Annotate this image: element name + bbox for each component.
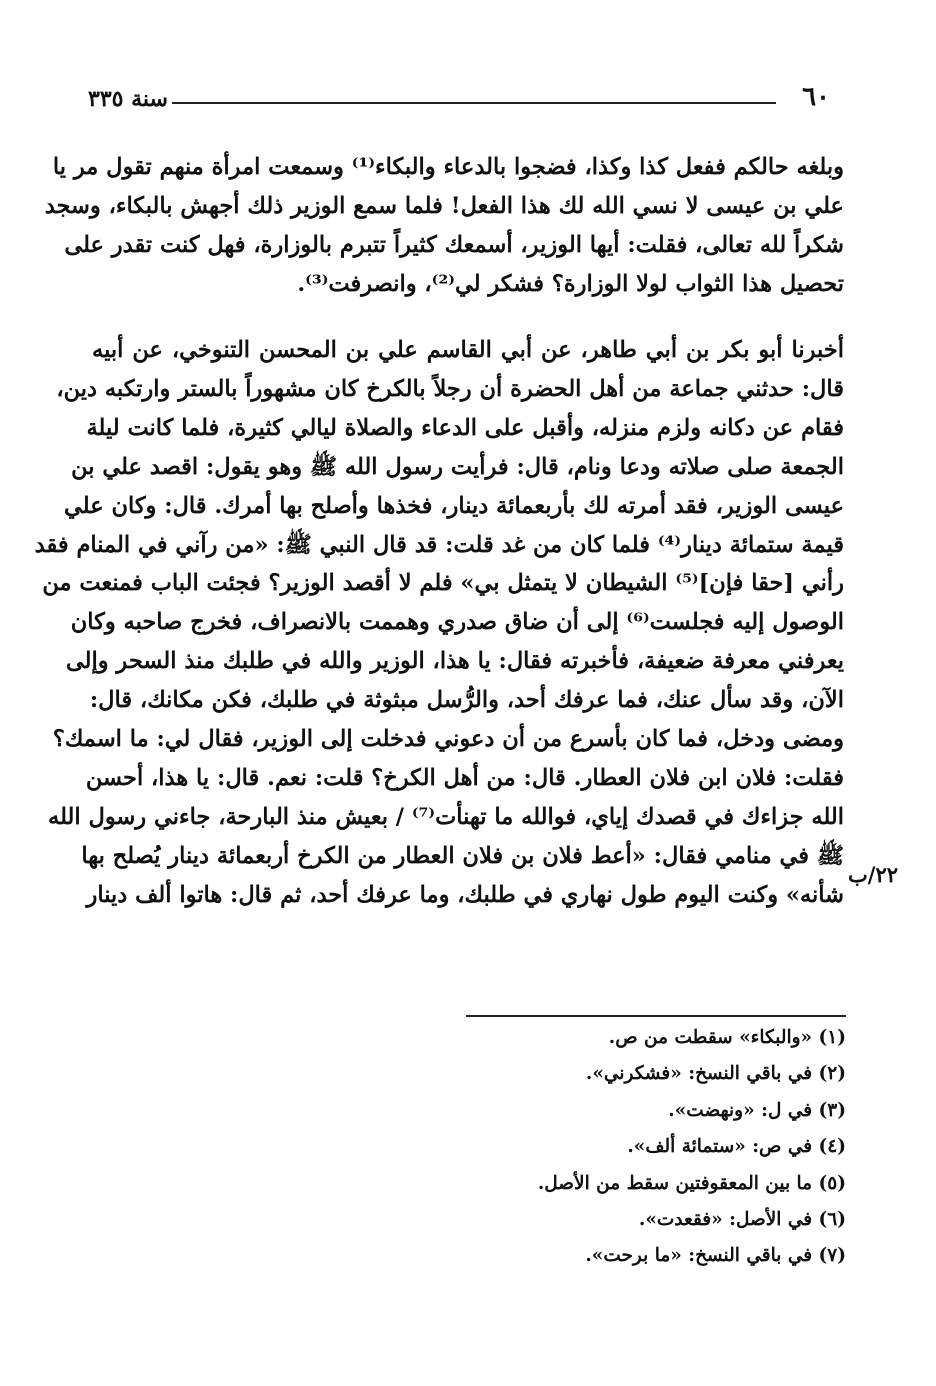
text-line: شكراً لله تعالى، فقلت: أيها الوزير، أسمعك كثيراً تتبرم بالوزارة، فهل كنت تقدر على bbox=[64, 231, 844, 258]
header-rule bbox=[172, 102, 776, 104]
text-line: علي بن عيسى لا نسي الله لك هذا الفعل! فلما سمع الوزير ذلك أجهش بالبكاء، وسجد bbox=[44, 192, 844, 219]
text-line: ومضى ودخل، فما كان بأسرع من أن دعوني فدخلت إلى الوزير، فقال لي: ما اسمك؟ bbox=[52, 726, 844, 753]
footnote: (٤) في ص: «ستمائة ألف». bbox=[627, 1136, 846, 1158]
text-line: قال: حدثني جماعة من أهل الحضرة أن رجلاً بالكرخ كان مشهوراً بالستر وارتكبه دين، bbox=[56, 375, 844, 402]
text-line: ﷺ في منامي فقال: «أعط فلان بن فلان العطار من الكرخ أربعمائة دينار يُصلح بها bbox=[81, 842, 844, 869]
text-line: قيمة ستمائة دينار⁽⁴⁾ فلما كان من غد قلت: قد قال النبي ﷺ: «من رآني في المنام فقد bbox=[34, 531, 844, 558]
footnotes bbox=[300, 1020, 846, 1275]
text-line: الوصول إليه فجلست⁽⁶⁾ إلى أن ضاق صدري وهممت بالانصراف، فخرج صاحبه وكان bbox=[70, 609, 844, 636]
text-line: وبلغه حالكم ففعل كذا وكذا، فضجوا بالدعاء والبكاء⁽¹⁾ وسمعت امرأة منهم تقول مر يا bbox=[52, 154, 844, 180]
paragraph-1 bbox=[44, 148, 844, 304]
text-line: فقام عن دكانه ولزم منزله، وأقبل على الدعاء والصلاة ليالي كثيرة، فلما كانت ليلة bbox=[86, 414, 844, 441]
text-line: شأنه» وكنت اليوم طول نهاري في طلبك، وما عرفك أحد، ثم قال: هاتوا ألف دينار bbox=[86, 881, 844, 908]
text-line: الله جزاءك في قصدك إياي، فوالله ما تهنأت⁽⁷⁾ / بعيش منذ البارحة، جاءني رسول الله bbox=[48, 803, 844, 830]
text-line: يعرفني معرفة ضعيفة، فأخبرته فقال: يا هذا، الوزير والله في طلبك منذ السحر وإلى bbox=[65, 648, 844, 675]
text-line: رأني [حقا فإن]⁽⁵⁾ الشيطان لا يتمثل بي» فلم لا أقصد الوزير؟ فجئت الباب فمنعت من bbox=[42, 570, 844, 597]
page-number: ٦٠ bbox=[802, 82, 830, 112]
footnote: (٧) في باقي النسخ: «ما برحت». bbox=[585, 1245, 846, 1267]
margin-folio-note: ٢٢/ب bbox=[848, 862, 899, 887]
text-line: فقلت: فلان ابن فلان العطار. قال: من أهل الكرخ؟ قلت: نعم. قال: يا هذا، أحسن bbox=[85, 764, 844, 791]
running-title: سنة ٣٣٥ bbox=[88, 86, 168, 112]
page-header bbox=[88, 82, 848, 122]
text-line: عيسى الوزير، فقد أمرته لك بأربعمائة دينار، فخذها وأصلح بها أمرك. قال: وكان علي bbox=[64, 492, 844, 519]
text-line: تحصيل هذا الثواب لولا الوزارة؟ فشكر لي⁽²⁾، وانصرفت⁽³⁾. bbox=[297, 270, 844, 297]
footnote: (٥) ما بين المعقوفتين سقط من الأصل. bbox=[537, 1172, 846, 1194]
paragraph-2 bbox=[34, 331, 844, 915]
footnote-rule bbox=[466, 1015, 846, 1017]
text-line: الجمعة صلى صلاته ودعا ونام، قال: فرأيت رسول الله ﷺ وهو يقول: اقصد علي بن bbox=[71, 453, 844, 480]
footnote: (١) «والبكاء» سقطت من ص. bbox=[608, 1027, 846, 1048]
text-line: أخبرنا أبو بكر بن أبي طاهر، عن أبي القاسم علي بن المحسن التنوخي، عن أبيه bbox=[92, 337, 844, 363]
text-line: الآن، وقد سأل عنك، فما عرفك أحد، والرُّسل مبثوثة في طلبك، فكن مكانك، قال: bbox=[89, 687, 844, 714]
footnote: (٣) في ل: «ونهضت». bbox=[668, 1099, 846, 1121]
footnote: (٢) في باقي النسخ: «فشكرني». bbox=[585, 1063, 846, 1085]
footnote: (٦) في الأصل: «فقعدت». bbox=[638, 1209, 846, 1231]
